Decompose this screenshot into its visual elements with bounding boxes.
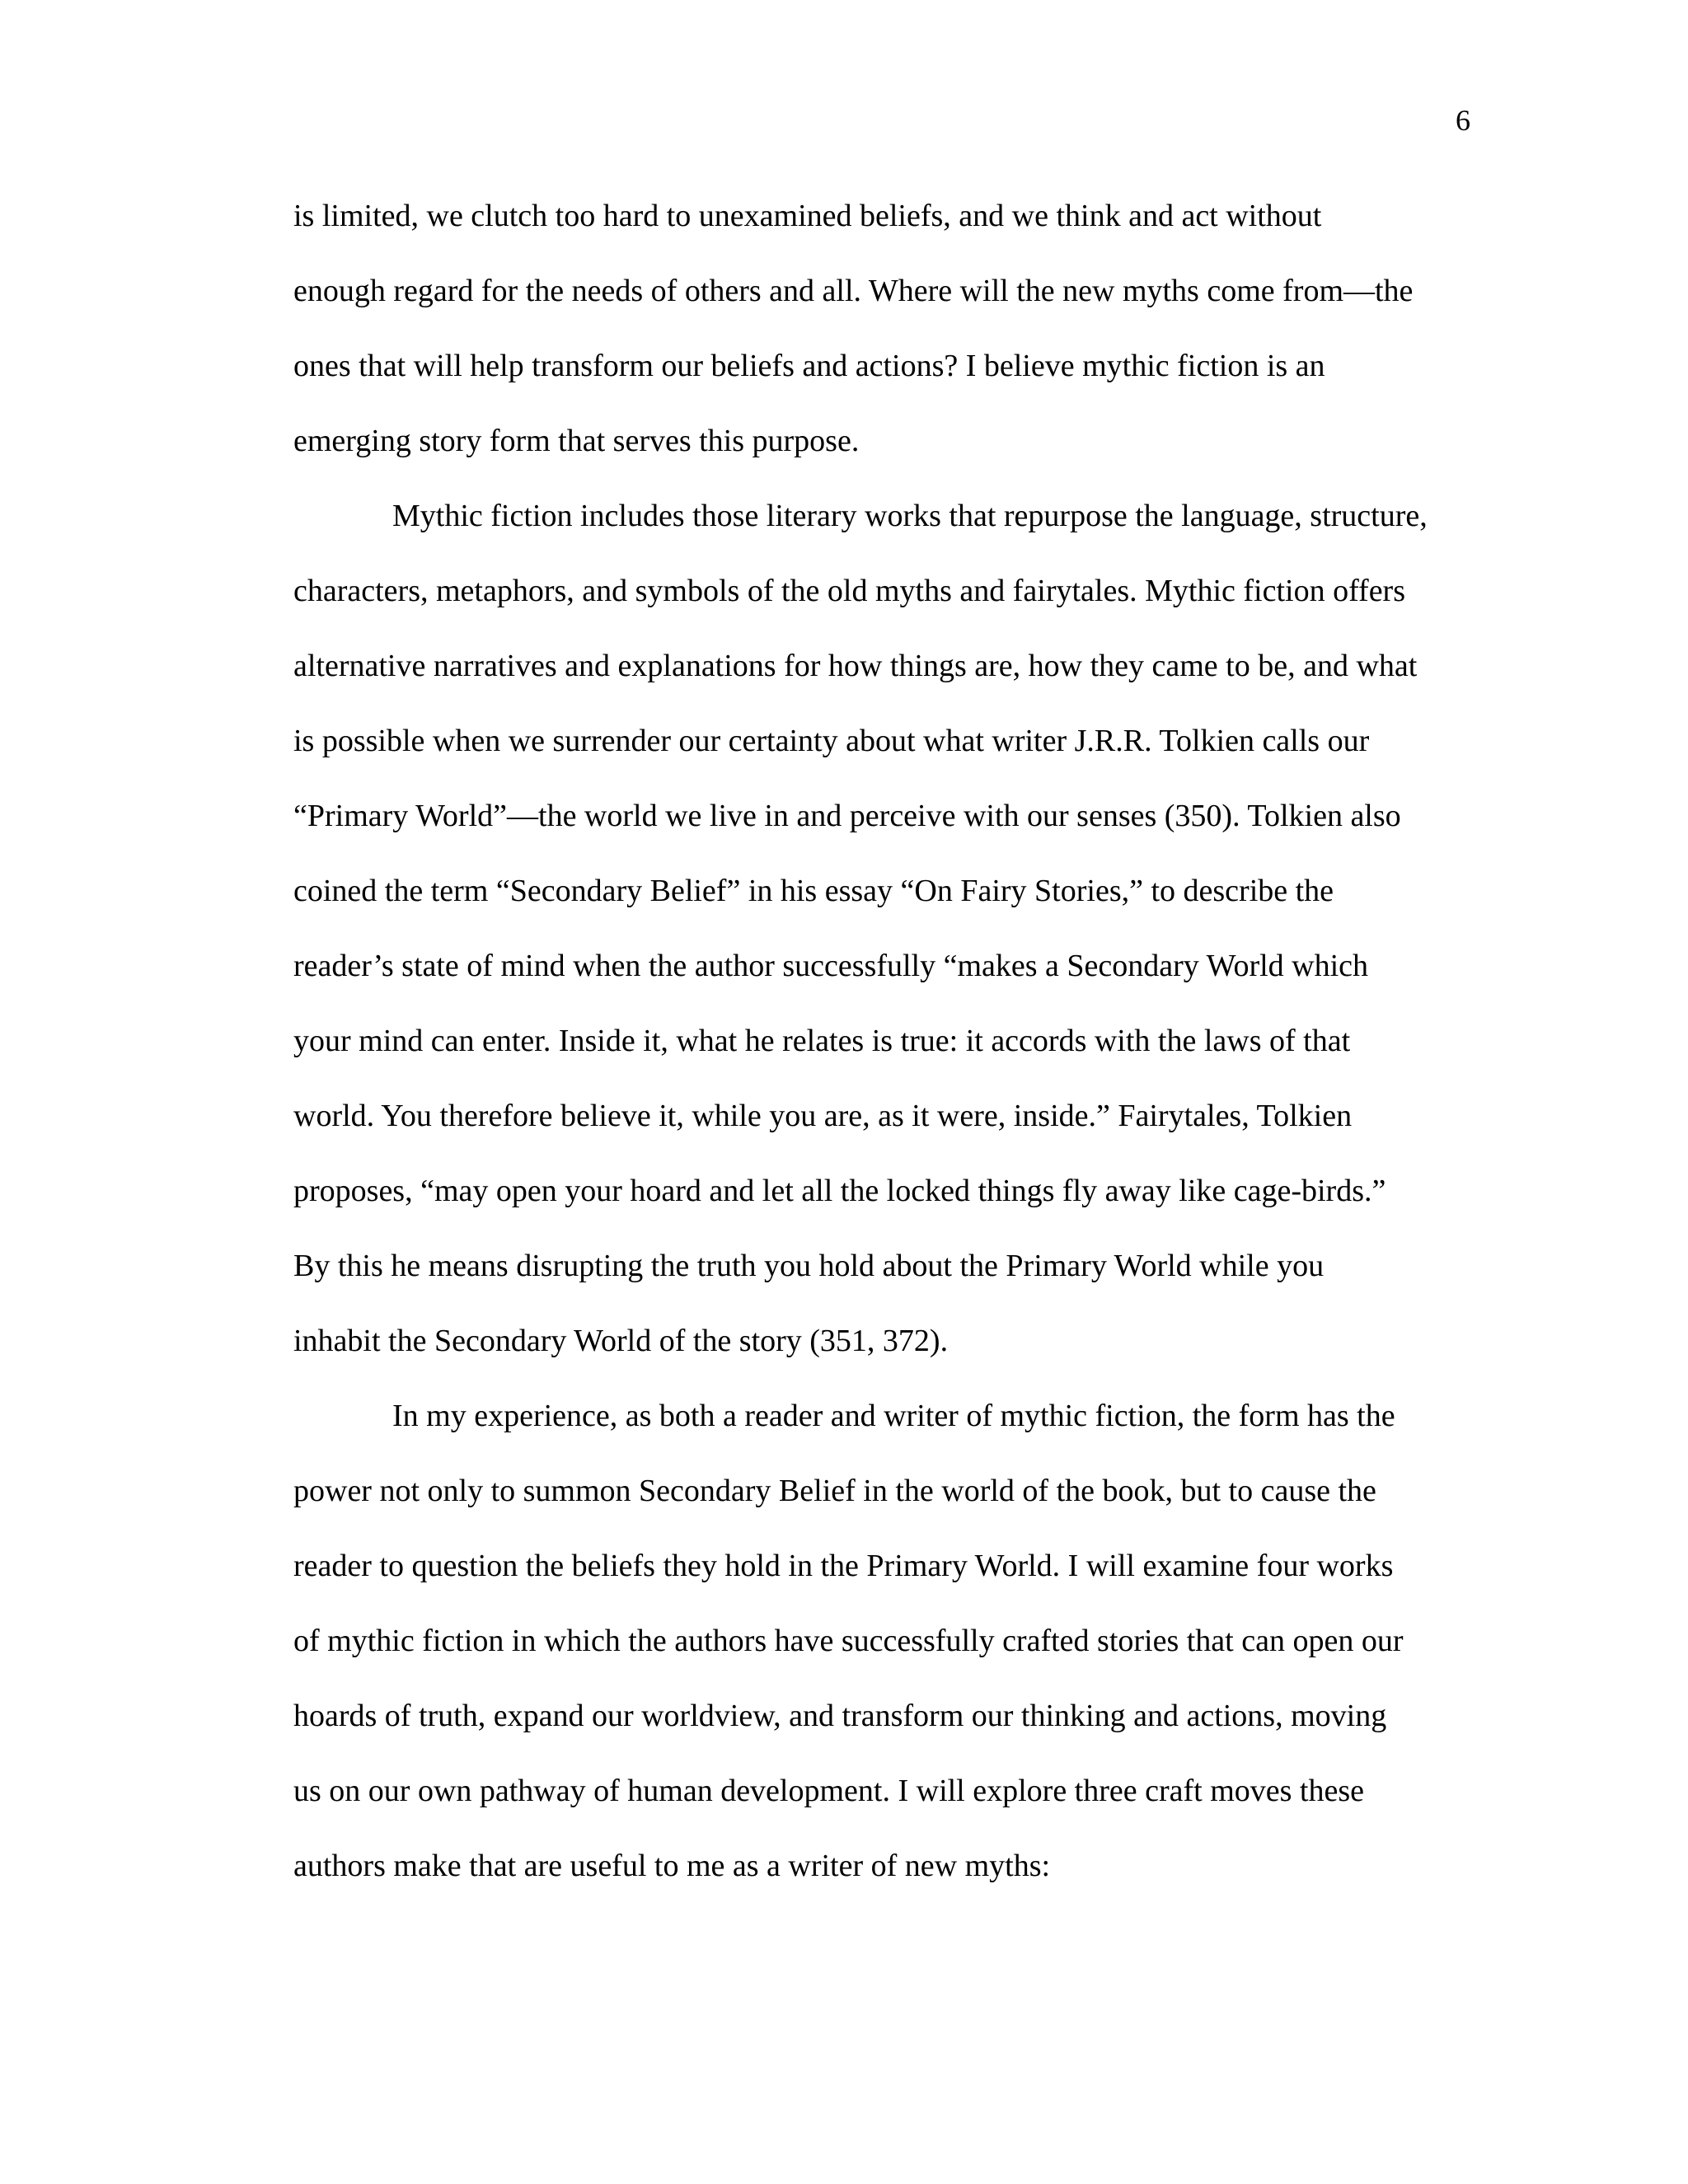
text-line: alternative narratives and explanations for how things are, how they came to be, and what: [293, 649, 1418, 683]
text-line: of mythic fiction in which the authors have successfully crafted stories that can open our: [293, 1624, 1404, 1658]
text-line: reader’s state of mind when the author successfully “makes a Secondary World which: [293, 949, 1369, 983]
text-line: hoards of truth, expand our worldview, and transform our thinking and actions, moving: [293, 1699, 1387, 1733]
text-line: inhabit the Secondary World of the story (351, 372).: [293, 1324, 949, 1358]
text-line: world. You therefore believe it, while you are, as it were, inside.” Fairytales, Tolkien: [293, 1099, 1353, 1133]
text-line: power not only to summon Secondary Belief in the world of the book, but to cause the: [293, 1474, 1376, 1508]
text-line: emerging story form that serves this purpose.: [293, 424, 860, 458]
text-line: By this he means disrupting the truth you hold about the Primary World while you: [293, 1249, 1325, 1283]
text-line: “Primary World”—the world we live in and perceive with our senses (350). Tolkien also: [293, 799, 1401, 833]
text-line: is possible when we surrender our certainty about what writer J.R.R. Tolkien calls our: [293, 724, 1370, 758]
text-line: us on our own pathway of human development. I will explore three craft moves these: [293, 1774, 1365, 1808]
text-line: your mind can enter. Inside it, what he relates is true: it accords with the laws of that: [293, 1024, 1351, 1058]
text-line: enough regard for the needs of others and all. Where will the new myths come from—the: [293, 274, 1414, 308]
text-line: proposes, “may open your hoard and let all the locked things fly away like cage-birds.”: [293, 1174, 1386, 1208]
paragraph-first-line: Mythic fiction includes those literary works that repurpose the language, structure,: [392, 499, 1428, 533]
page-number: 6: [1456, 104, 1470, 137]
paragraph-first-line: In my experience, as both a reader and writer of mythic fiction, the form has the: [392, 1399, 1395, 1433]
text-line: characters, metaphors, and symbols of the old myths and fairytales. Mythic fiction offers: [293, 574, 1405, 608]
text-line: coined the term “Secondary Belief” in his essay “On Fairy Stories,” to describe the: [293, 874, 1334, 908]
text-line: is limited, we clutch too hard to unexamined beliefs, and we think and act without: [293, 199, 1322, 233]
text-line: reader to question the beliefs they hold in the Primary World. I will examine four works: [293, 1549, 1394, 1583]
text-line: ones that will help transform our beliefs and actions? I believe mythic fiction is an: [293, 349, 1325, 383]
body-text: [293, 194, 1477, 1919]
text-line: authors make that are useful to me as a writer of new myths:: [293, 1849, 1051, 1883]
